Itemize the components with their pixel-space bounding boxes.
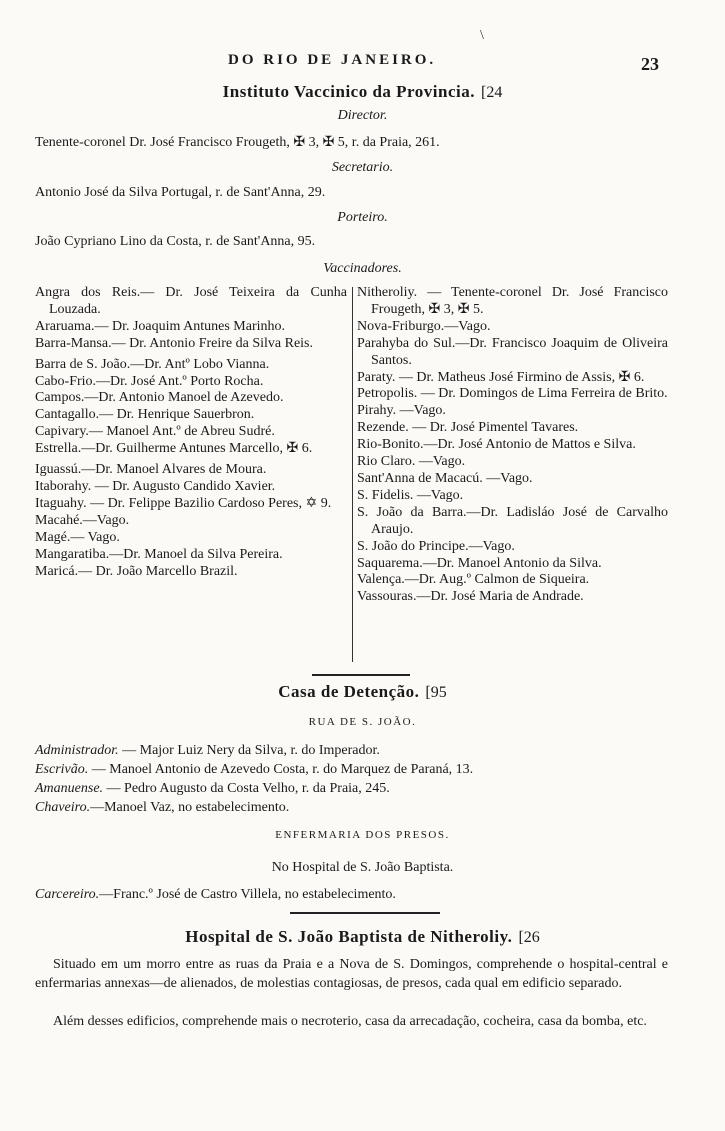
list-item: Parahyba do Sul.—Dr. Francisco Joaquim de Oliveira Santos. bbox=[357, 335, 668, 368]
list-item: Rezende. — Dr. José Pimentel Tavares. bbox=[357, 420, 579, 436]
role-value: —Franc.º José de Castro Villela, no estabelecimento. bbox=[99, 887, 396, 902]
vaccinadores-columns bbox=[35, 285, 668, 665]
list-item: S. João do Principe.—Vago. bbox=[357, 538, 515, 554]
list-item: Sant'Anna de Macacú. —Vago. bbox=[357, 470, 533, 486]
enfermaria-hospital: No Hospital de S. João Baptista. bbox=[271, 860, 454, 875]
list-item: S. João da Barra.—Dr. Ladisláo José de Carvalho Araujo. bbox=[357, 504, 668, 537]
list-item: Macahé.—Vago. bbox=[35, 512, 130, 528]
role-label: Carcereiro. bbox=[35, 887, 100, 902]
list-item: Nitheroliy. — Tenente-coronel Dr. José Francisco Frougeth, ✠ 3, ✠ 5. bbox=[357, 285, 668, 317]
chaveiro-line bbox=[35, 800, 289, 816]
role-label: Amanuense. bbox=[35, 781, 104, 796]
amanuense-line bbox=[35, 781, 390, 797]
escrivao-line bbox=[35, 762, 473, 778]
list-item: Nova-Friburgo.—Vago. bbox=[357, 318, 491, 334]
list-item: Pirahy. —Vago. bbox=[357, 403, 446, 419]
list-item: Iguassú.—Dr. Manoel Alvares de Moura. bbox=[35, 462, 267, 478]
instituto-number: [24 bbox=[481, 84, 503, 101]
role-value: —Manoel Vaz, no estabelecimento. bbox=[90, 800, 290, 815]
list-item: Cabo-Frio.—Dr. José Ant.º Porto Rocha. bbox=[35, 373, 264, 389]
secretario-line: Antonio José da Silva Portugal, r. de Sant'Anna, 29. bbox=[35, 185, 326, 200]
list-item: Valença.—Dr. Aug.º Calmon de Siqueira. bbox=[357, 572, 590, 588]
porteiro-line: João Cypriano Lino da Costa, r. de Sant'Anna, 95. bbox=[35, 234, 316, 249]
list-item: Campos.—Dr. Antonio Manoel de Azevedo. bbox=[35, 390, 284, 406]
list-item: Estrella.—Dr. Guilherme Antunes Marcello, ✠ 6. bbox=[35, 441, 313, 457]
hospital-heading bbox=[0, 927, 725, 947]
vaccinadores-left-column bbox=[35, 285, 347, 580]
list-item: Barra-Mansa.— Dr. Antonio Freire da Silva Reis. bbox=[35, 335, 314, 351]
role-label: Escrivão. bbox=[35, 762, 89, 777]
role-label: Administrador. bbox=[35, 743, 119, 758]
role-value: — Manoel Antonio de Azevedo Costa, r. do Marquez de Paraná, 13. bbox=[88, 762, 474, 777]
role-value: — Major Luiz Nery da Silva, r. do Imperador. bbox=[118, 743, 380, 758]
hospital-paragraph-2: Além desses edificios, comprehende mais o necroterio, casa da arrecadação, cocheira, casa da bomba, etc. bbox=[53, 1014, 647, 1029]
detencao-number: [95 bbox=[425, 684, 447, 701]
list-item: Magé.— Vago. bbox=[35, 529, 120, 545]
section-rule bbox=[312, 674, 410, 676]
role-label: Chaveiro. bbox=[35, 800, 91, 815]
list-item: Capivary.— Manoel Ant.º de Abreu Sudré. bbox=[35, 424, 275, 440]
vaccinadores-right-column bbox=[357, 285, 668, 606]
hospital-number: [26 bbox=[518, 929, 540, 946]
list-item: Rio Claro. —Vago. bbox=[357, 454, 466, 470]
list-item: Itaborahy. — Dr. Augusto Candido Xavier. bbox=[35, 478, 276, 494]
director-line: Tenente-coronel Dr. José Francisco Frougeth, ✠ 3, ✠ 5, r. da Praia, 261. bbox=[35, 135, 440, 150]
hospital-paragraph-1: Situado em um morro entre as ruas da Praia e a Nova de S. Domingos, comprehende o hospital-central e enfermarias annexas—de alienados, de molestias contagiosas, de presos, cada qual em edificio separado. bbox=[35, 957, 668, 991]
list-item: Angra dos Reis.— Dr. José Teixeira da Cunha Louzada. bbox=[35, 285, 347, 317]
list-item: Saquarema.—Dr. Manoel Antonio da Silva. bbox=[357, 555, 602, 571]
margin-tick: \ bbox=[480, 28, 484, 43]
vaccinadores-label: Vaccinadores. bbox=[323, 261, 402, 276]
porteiro-label: Porteiro. bbox=[337, 210, 388, 225]
list-item: Cantagallo.— Dr. Henrique Sauerbron. bbox=[35, 407, 255, 423]
administrador-line bbox=[35, 743, 380, 759]
list-item: Araruama.— Dr. Joaquim Antunes Marinho. bbox=[35, 318, 286, 334]
instituto-title: Instituto Vaccinico da Provincia. bbox=[222, 82, 475, 101]
enfermaria-label: ENFERMARIA DOS PRESOS. bbox=[275, 829, 450, 841]
list-item: S. Fidelis. —Vago. bbox=[357, 487, 464, 503]
list-item: Barra de S. João.—Dr. Antº Lobo Vianna. bbox=[35, 356, 270, 372]
detencao-heading bbox=[0, 682, 725, 702]
list-item: Itaguahy. — Dr. Felippe Bazilio Cardoso Peres, ✡ 9. bbox=[35, 495, 332, 511]
instituto-heading bbox=[0, 82, 725, 102]
list-item: Rio-Bonito.—Dr. José Antonio de Mattos e Silva. bbox=[357, 437, 636, 453]
page-number: 23 bbox=[641, 54, 659, 74]
column-divider bbox=[352, 287, 353, 662]
role-value: — Pedro Augusto da Costa Velho, r. da Praia, 245. bbox=[103, 781, 390, 796]
running-title: DO RIO DE JANEIRO. bbox=[228, 52, 437, 68]
director-label: Director. bbox=[337, 108, 388, 123]
detencao-title: Casa de Detenção. bbox=[278, 682, 420, 701]
secretario-label: Secretario. bbox=[331, 160, 394, 175]
list-item: Mangaratiba.—Dr. Manoel da Silva Pereira. bbox=[35, 546, 283, 562]
list-item: Petropolis. — Dr. Domingos de Lima Ferreira de Brito. bbox=[357, 386, 668, 402]
section-rule bbox=[290, 912, 440, 914]
hospital-title: Hospital de S. João Baptista de Nitheroliy. bbox=[185, 927, 513, 946]
list-item: Paraty. — Dr. Matheus José Firmino de Assis, ✠ 6. bbox=[357, 369, 645, 385]
list-item: Maricá.— Dr. João Marcello Brazil. bbox=[35, 563, 238, 579]
list-item: Vassouras.—Dr. José Maria de Andrade. bbox=[357, 589, 584, 605]
detencao-street: RUA DE S. JOÃO. bbox=[308, 716, 417, 728]
carcereiro-line bbox=[35, 887, 396, 903]
